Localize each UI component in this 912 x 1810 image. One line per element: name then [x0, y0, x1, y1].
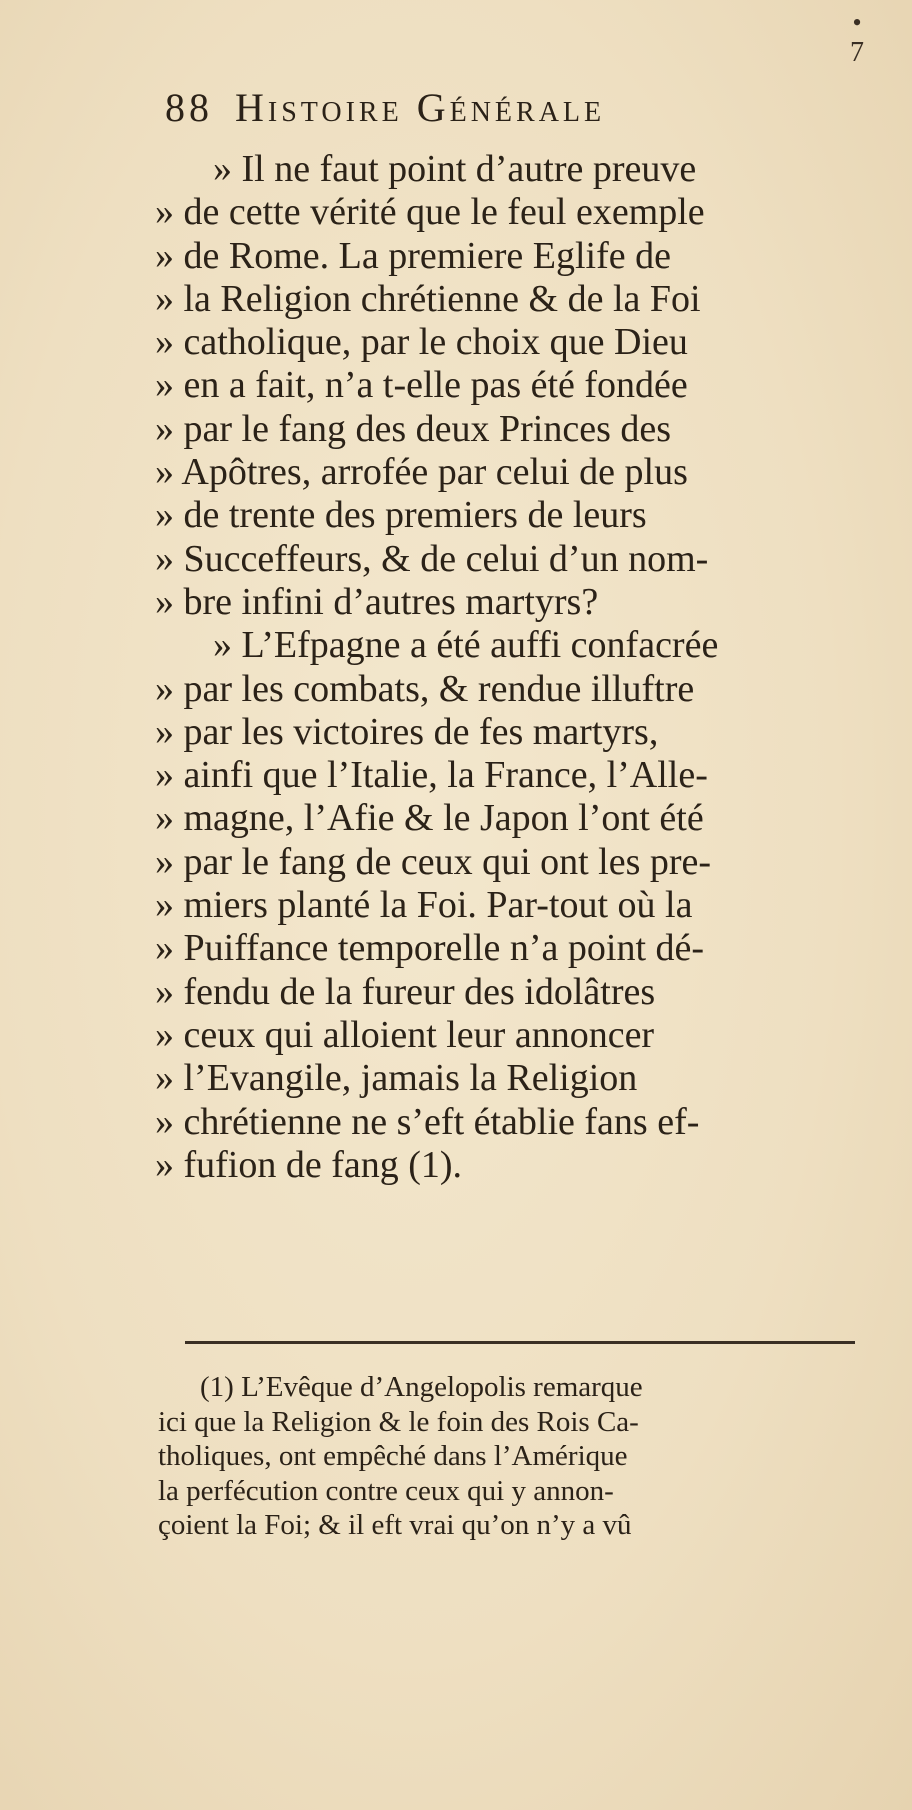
signature-mark [850, 8, 864, 68]
body-line: » L’Efpagne a été auffi confacrée [213, 624, 719, 667]
body-line: » par le fang des deux Princes des [155, 407, 672, 450]
footnote-rule [185, 1341, 855, 1344]
body-line: » de cette vérité que le feul exemple [155, 191, 705, 234]
body-text [155, 148, 875, 1187]
running-title: Histoire Générale [235, 85, 606, 130]
body-line: » catholique, par le choix que Dieu [155, 321, 688, 364]
footnote-line: tholiques, ont empêché dans l’Amérique [158, 1440, 628, 1472]
body-line: » ceux qui alloient leur annoncer [155, 1013, 655, 1056]
body-line: » Apôtres, arrofée par celui de plus [155, 451, 688, 494]
body-line: » par les victoires de fes martyrs, [155, 710, 659, 753]
body-line: » Succeffeurs, & de celui d’un nom- [155, 537, 709, 580]
body-line: » par le fang de ceux qui ont les pre- [155, 840, 712, 883]
body-line: » miers planté la Foi. Par-tout où la [155, 884, 693, 927]
body-line: » chrétienne ne s’eft établie fans ef- [155, 1100, 700, 1143]
signature-mark-number: 7 [850, 37, 864, 68]
body-line: » fufion de fang (1). [155, 1143, 463, 1186]
body-line: » en a fait, n’a t-elle pas été fondée [155, 364, 688, 407]
body-line: » magne, l’Afie & le Japon l’ont été [155, 797, 704, 840]
body-line: » l’Evangile, jamais la Religion [155, 1057, 638, 1100]
signature-mark-top: • [852, 8, 862, 37]
body-line: » ainfi que l’Italie, la France, l’Alle- [155, 754, 708, 797]
body-line: » de trente des premiers de leurs [155, 494, 647, 537]
body-line: » la Religion chrétienne & de la Foi [155, 277, 701, 320]
footnote-line: çoient la Foi; & il eft vrai qu’on n’y a vû [158, 1509, 632, 1541]
page-number: 88 [165, 85, 213, 130]
body-line: » bre infini d’autres martyrs? [155, 580, 599, 623]
body-line: » fendu de la fureur des idolâtres [155, 970, 656, 1013]
body-line: » Il ne faut point d’autre preuve [213, 148, 697, 190]
body-line: » Puiffance temporelle n’a point dé- [155, 927, 705, 970]
body-line: » de Rome. La premiere Eglife de [155, 234, 671, 277]
footnote-line: la perfécution contre ceux qui y annon- [158, 1474, 614, 1507]
running-header [165, 84, 805, 134]
body-line: » par les combats, & rendue illuftre [155, 667, 695, 710]
footnote-line: ici que la Religion & le foin des Rois Ca- [158, 1405, 639, 1438]
footnote [158, 1370, 878, 1543]
footnote-line: (1) L’Evêque d’Angelopolis remarque [200, 1371, 643, 1403]
